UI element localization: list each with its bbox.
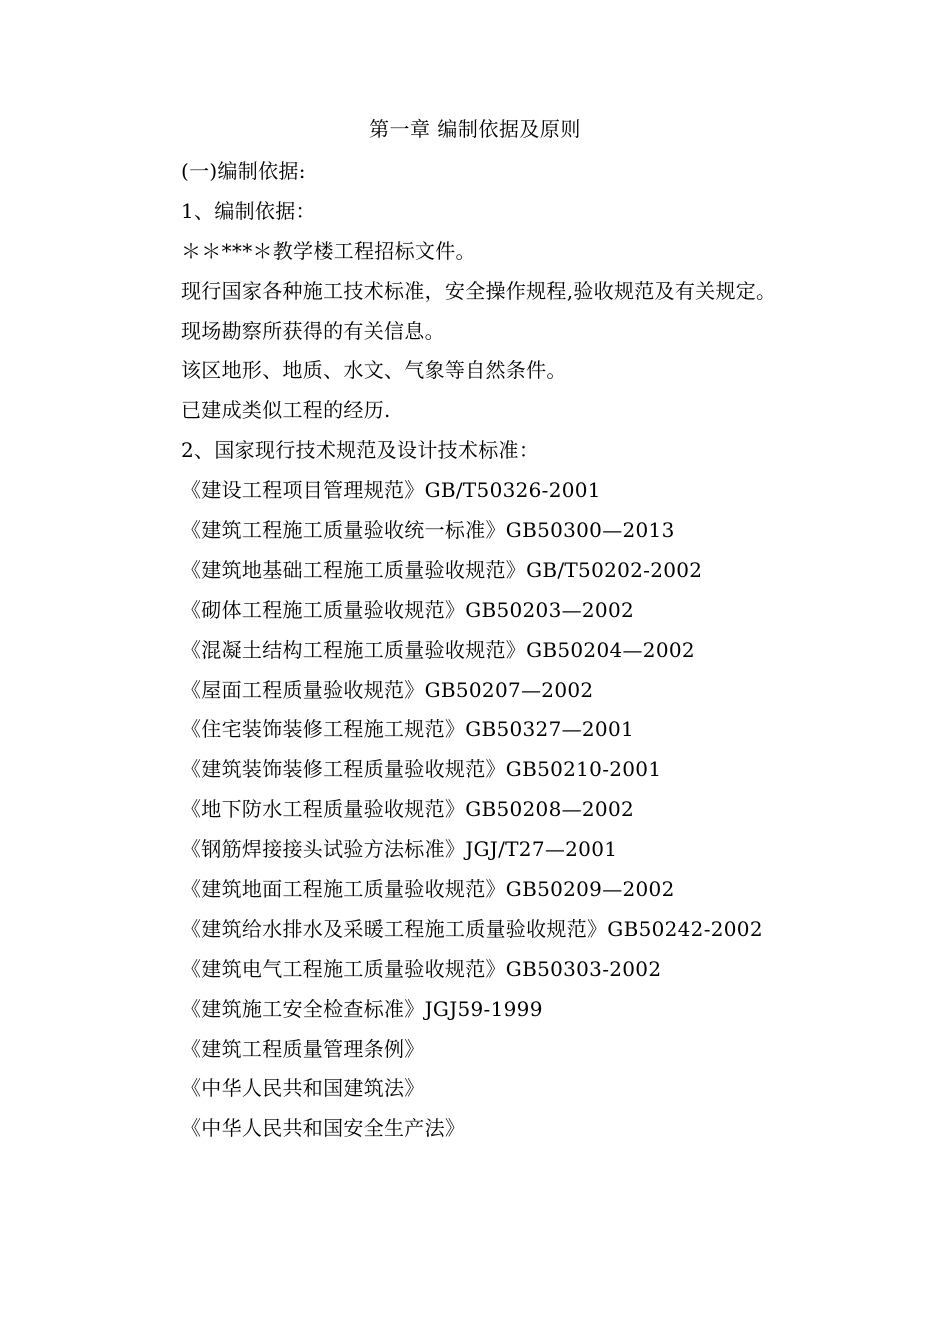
document-line: 《中华人民共和国建筑法》 (181, 1076, 425, 1101)
document-line: ＊＊***＊教学楼工程招标文件。 (181, 238, 476, 263)
document-line: (一)编制依据: (181, 159, 306, 183)
document-line: 《建筑施工安全检查标准》JGJ59-1999 (181, 996, 543, 1021)
document-line: 已建成类似工程的经历. (181, 398, 391, 423)
document-line: 2、国家现行技术规范及设计技术标准： (181, 438, 540, 463)
document-body (181, 152, 881, 1149)
document-line: 《住宅装饰装修工程施工规范》GB50327—2001 (181, 717, 634, 742)
document-line: 《砌体工程施工质量验收规范》GB50203—2002 (181, 597, 634, 622)
chapter-title: 第一章 编制依据及原则 (369, 117, 581, 141)
document-line: 《建筑装饰装修工程质量验收规范》GB50210-2001 (181, 757, 662, 782)
document-line: 《建筑地面工程施工质量验收规范》GB50209—2002 (181, 877, 675, 902)
document-line: 《建筑电气工程施工质量验收规范》GB50303-2002 (181, 956, 662, 981)
document-line: 《地下防水工程质量验收规范》GB50208—2002 (181, 797, 634, 822)
document-line: 《建筑地基础工程施工质量验收规范》GB/T50202-2002 (181, 557, 703, 582)
document-line: 现行国家各种施工技术标准，安全操作规程,验收规范及有关规定。 (181, 278, 777, 303)
document-line: 《中华人民共和国安全生产法》 (181, 1116, 466, 1141)
document-line: 《混凝土结构工程施工质量验收规范》GB50204—2002 (181, 637, 695, 662)
document-line: 《建设工程项目管理规范》GB/T50326-2001 (181, 478, 601, 503)
document-line: 《屋面工程质量验收规范》GB50207—2002 (181, 677, 594, 702)
document-line: 《建筑工程施工质量验收统一标准》GB50300—2013 (181, 518, 675, 543)
document-line: 1、编制依据： (181, 198, 316, 223)
document-line: 《建筑工程质量管理条例》 (181, 1036, 425, 1061)
document-line: 该区地形、地质、水文、气象等自然条件。 (181, 358, 567, 383)
document-line: 《钢筋焊接接头试验方法标准》JGJ/T27—2001 (181, 837, 618, 862)
document-line: 《建筑给水排水及采暖工程施工质量验收规范》GB50242-2002 (181, 916, 763, 941)
document-line: 现场勘察所获得的有关信息。 (181, 318, 445, 343)
